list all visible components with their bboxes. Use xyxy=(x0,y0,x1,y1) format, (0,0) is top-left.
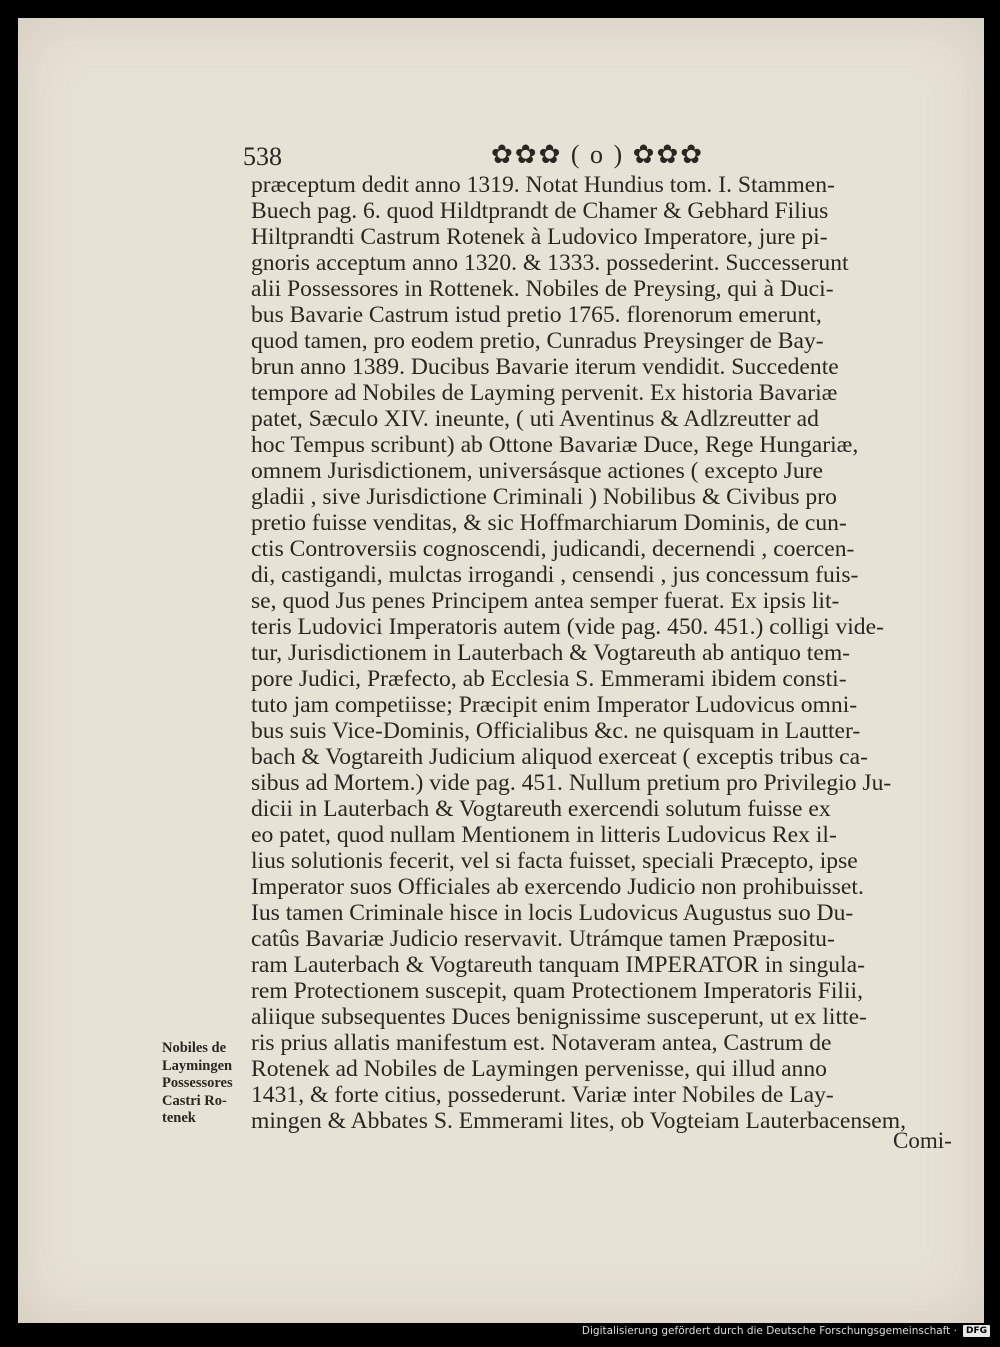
text-line: gladii , sive Jurisdictione Criminali ) Nobilibus & Civibus pro xyxy=(251,484,837,510)
text-line: Hiltprandti Castrum Rotenek à Ludovico Imperatore, jure pi- xyxy=(251,224,828,250)
text-line: pore Judici, Præfecto, ab Ecclesia S. Emmerami ibidem consti- xyxy=(251,666,847,692)
text-line: eo patet, quod nullam Mentionem in litteris Ludovicus Rex il- xyxy=(251,822,837,848)
text-line: Imperator suos Officiales ab exercendo Judicio non prohibuisset. xyxy=(251,874,864,900)
text-line: teris Ludovici Imperatoris autem (vide pag. 450. 451.) colligi vide- xyxy=(251,614,884,640)
digitization-footer xyxy=(582,1323,990,1339)
text-line: quod tamen, pro eodem pretio, Cunradus Preysinger de Bay- xyxy=(251,328,824,354)
text-line: tempore ad Nobiles de Layming pervenit. Ex historia Bavariæ xyxy=(251,380,838,406)
marginal-note-line: Nobiles de xyxy=(162,1040,227,1056)
marginal-note xyxy=(162,1040,258,1128)
text-line: alii Possessores in Rottenek. Nobiles de Preysing, qui à Duci- xyxy=(251,276,834,302)
page-header xyxy=(243,140,963,174)
dfg-logo-icon: DFG xyxy=(963,1325,990,1337)
text-line: dicii in Lauterbach & Vogtareuth exercendi solutum fuisse ex xyxy=(251,796,831,822)
text-line: ram Lauterbach & Vogtareuth tanquam IMPERATOR in singula- xyxy=(251,952,865,978)
text-line: 1431, & forte citius, possederunt. Variæ inter Nobiles de Lay- xyxy=(251,1082,834,1108)
text-line: ris prius allatis manifestum est. Notaveram antea, Castrum de xyxy=(251,1030,832,1056)
text-line: præceptum dedit anno 1319. Notat Hundius tom. I. Stammen- xyxy=(251,172,835,198)
body-text xyxy=(251,172,967,1134)
text-line: pretio fuisse venditas, & sic Hoffmarchiarum Dominis, de cun- xyxy=(251,510,847,536)
marginal-note-line: tenek xyxy=(162,1110,196,1126)
page-number: 538 xyxy=(243,142,282,171)
text-line: patet, Sæculo XIV. ineunte, ( uti Aventinus & Adlzreutter ad xyxy=(251,406,819,432)
text-line: Ius tamen Criminale hisce in locis Ludovicus Augustus suo Du- xyxy=(251,900,854,926)
text-line: mingen & Abbates S. Emmerami lites, ob Vogteiam Lauterbacensem, xyxy=(251,1108,907,1134)
text-line: tur, Jurisdictionem in Lauterbach & Vogtareuth ab antiquo tem- xyxy=(251,640,851,666)
text-line: tuto jam competiisse; Præcipit enim Imperator Ludovicus omni- xyxy=(251,692,858,718)
text-line: lius solutionis fecerit, vel si facta fuisset, speciali Præcepto, ipse xyxy=(251,848,858,874)
marginal-note-line: Possessores xyxy=(162,1075,233,1091)
catchword: Comi- xyxy=(893,1128,952,1153)
marginal-note-line: Laymingen xyxy=(162,1057,233,1074)
text-line: ctis Controversiis cognoscendi, judicandi, decernendi , coercen- xyxy=(251,536,855,562)
text-line: bus Bavarie Castrum istud pretio 1765. florenorum emerunt, xyxy=(251,302,822,328)
text-line: brun anno 1389. Ducibus Bavarie iterum vendidit. Succedente xyxy=(251,354,839,380)
text-line: sibus ad Mortem.) vide pag. 451. Nullum pretium pro Privilegio Ju- xyxy=(251,770,892,796)
book-page xyxy=(18,18,984,1323)
text-line: Rotenek ad Nobiles de Laymingen pervenisse, qui illud anno xyxy=(251,1056,827,1082)
text-line: Buech pag. 6. quod Hildtprandt de Chamer & Gebhard Filius xyxy=(251,198,829,224)
text-line: catûs Bavariæ Judicio reservavit. Utrámque tamen Præpositu- xyxy=(251,926,835,952)
text-line: rem Protectionem suscepit, quam Protectionem Imperatoris Filii, xyxy=(251,978,863,1004)
marginal-note-line: Castri Ro- xyxy=(162,1092,227,1109)
text-line: se, quod Jus penes Principem antea semper fuerat. Ex ipsis lit- xyxy=(251,588,840,614)
text-line: di, castigandi, mulctas irrogandi , censendi , jus concessum fuis- xyxy=(251,562,859,588)
text-line: bus suis Vice-Dominis, Officialibus &c. ne quisquam in Lautter- xyxy=(251,718,861,744)
text-line: bach & Vogtareith Judicium aliquod exerceat ( exceptis tribus ca- xyxy=(251,744,868,770)
footer-credit-text: Digitalisierung gefördert durch die Deutsche Forschungsgemeinschaft · xyxy=(581,1325,957,1337)
text-line: omnem Jurisdictionem, universásque actiones ( excepto Jure xyxy=(251,458,823,484)
header-ornament: ✿✿✿ ( o ) ✿✿✿ xyxy=(491,140,705,169)
text-line: aliique subsequentes Duces benignissime susceperunt, ut ex litte- xyxy=(251,1004,867,1030)
text-line: hoc Tempus scribunt) ab Ottone Bavariæ Duce, Rege Hungariæ, xyxy=(251,432,859,458)
text-line: gnoris acceptum anno 1320. & 1333. possederint. Successerunt xyxy=(251,250,849,276)
